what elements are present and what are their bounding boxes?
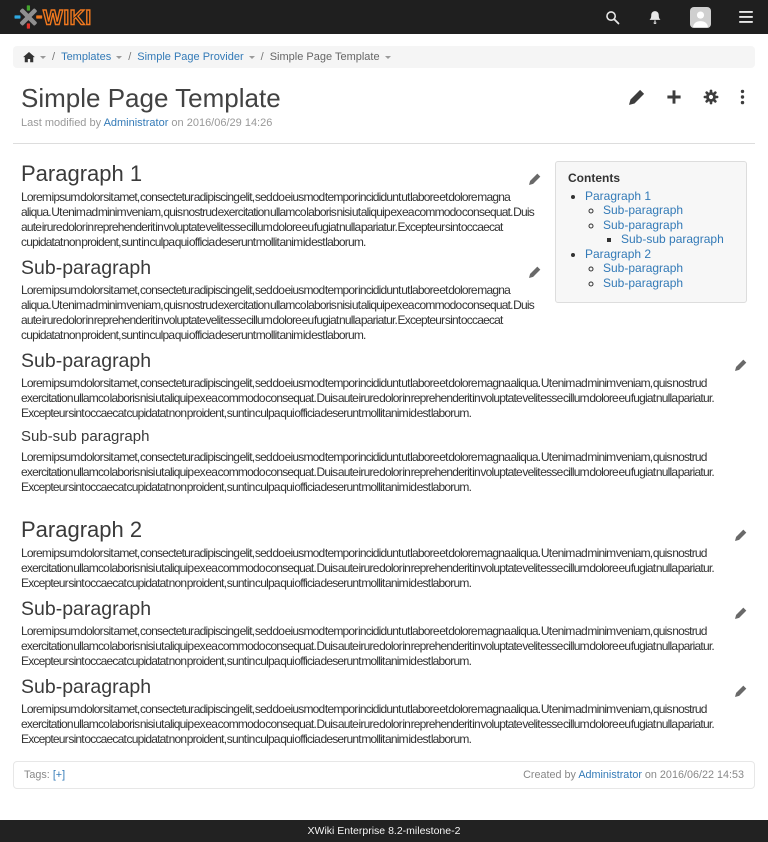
created-author-link[interactable]: Administrator bbox=[578, 769, 642, 781]
modified-prefix: Last modified by bbox=[21, 117, 102, 129]
breadcrumb-separator: / bbox=[52, 51, 56, 63]
top-navbar bbox=[0, 0, 768, 34]
section-heading bbox=[21, 598, 747, 621]
section-heading-text: Sub-paragraph bbox=[21, 350, 152, 372]
created-suffix: on 2016/06/22 14:53 bbox=[644, 769, 744, 781]
breadcrumb-link[interactable]: Templates bbox=[61, 51, 112, 63]
section-body: Lorem ipsum dolor sit amet, consectetur adipiscing elit, sed do eiusmod tempor incididunt ut labore et dolore magna aliqua. Ut enim ad minim veniam, quis nostrud exercitation ullamco laboris nisi ut aliquip ex ea commodo consequat. Duis aute irure dolor in reprehenderit in voluptate velit esse cillum dolore eu fugiat nulla pariatur. Excepteur sint occaecat cupidatat non proident, sunt in culpa qui officia deserunt mollit anim id est laborum. bbox=[21, 624, 714, 668]
bell-icon[interactable] bbox=[648, 10, 662, 25]
hamburger-icon[interactable] bbox=[739, 11, 753, 23]
edit-pencil-icon[interactable] bbox=[629, 89, 645, 105]
created-prefix: Created by bbox=[523, 769, 576, 781]
toc-link-sub-paragraph[interactable]: Sub-paragraph bbox=[603, 275, 684, 290]
page-actions bbox=[629, 83, 747, 105]
toc-item bbox=[585, 247, 734, 291]
section-body: Lorem ipsum dolor sit amet, consectetur adipiscing elit, sed do eiusmod tempor incididunt ut labore et dolore magna aliqua. Ut enim ad minim veniam, quis nostrud exercitation ullamco laboris nisi ut aliquip ex ea commodo consequat. Duis aute irure dolor in reprehenderit in voluptate velit esse cillum dolore eu fugiat nulla pariatur. Excepteur sint occaecat cupidatat non proident, sunt in culpa qui officia deserunt mollit anim id est laborum. bbox=[21, 190, 534, 249]
section-edit-pencil-icon[interactable] bbox=[735, 680, 747, 703]
toc-item bbox=[585, 189, 734, 247]
create-plus-icon[interactable] bbox=[666, 89, 682, 105]
section-heading bbox=[21, 517, 747, 543]
breadcrumb-home[interactable] bbox=[23, 52, 46, 63]
breadcrumb-separator: / bbox=[260, 51, 264, 63]
breadcrumb-item-current bbox=[270, 51, 391, 63]
content-section bbox=[21, 517, 747, 591]
page-title: Simple Page Template bbox=[21, 83, 281, 113]
content-section bbox=[21, 676, 747, 747]
toc-link-sub-sub-paragraph[interactable]: Sub-sub paragraph bbox=[621, 232, 724, 246]
version-footer bbox=[0, 820, 768, 842]
section-edit-pencil-icon[interactable] bbox=[529, 165, 541, 191]
section-heading-text: Sub-paragraph bbox=[21, 676, 152, 698]
section-body: Lorem ipsum dolor sit amet, consectetur adipiscing elit, sed do eiusmod tempor incididunt ut labore et dolore magna aliqua. Ut enim ad minim veniam, quis nostrud exercitation ullamco laboris nisi ut aliquip ex ea commodo consequat. Duis aute irure dolor in reprehenderit in voluptate velit esse cillum dolore eu fugiat nulla pariatur. Excepteur sint occaecat cupidatat non proident, sunt in culpa qui officia deserunt mollit anim id est laborum. bbox=[21, 376, 714, 420]
search-icon[interactable] bbox=[605, 10, 620, 25]
document-footer bbox=[13, 761, 755, 789]
section-edit-pencil-icon[interactable] bbox=[735, 354, 747, 377]
chevron-down-icon[interactable] bbox=[40, 56, 46, 62]
section-edit-pencil-icon[interactable] bbox=[529, 261, 541, 284]
chevron-down-icon[interactable] bbox=[116, 56, 122, 62]
section-heading bbox=[21, 350, 747, 373]
section-body: Lorem ipsum dolor sit amet, consectetur adipiscing elit, sed do eiusmod tempor incididunt ut labore et dolore magna aliqua. Ut enim ad minim veniam, quis nostrud exercitation ullamco laboris nisi ut aliquip ex ea commodo consequat. Duis aute irure dolor in reprehenderit in voluptate velit esse cillum dolore eu fugiat nulla pariatur. Excepteur sint occaecat cupidatat non proident, sunt in culpa qui officia deserunt mollit anim id est laborum. bbox=[21, 546, 714, 590]
created-line bbox=[523, 769, 744, 781]
breadcrumb-item-simple-page-provider bbox=[137, 51, 254, 63]
toc-item bbox=[603, 218, 734, 247]
last-modified-line bbox=[21, 117, 747, 130]
section-heading bbox=[21, 428, 747, 446]
toc-link-sub-paragraph[interactable]: Sub-paragraph bbox=[603, 203, 684, 217]
breadcrumb-current-label: Simple Page Template bbox=[269, 51, 380, 63]
toc-item bbox=[621, 232, 734, 247]
breadcrumb-link[interactable]: Simple Page Provider bbox=[137, 51, 244, 63]
settings-gear-icon[interactable] bbox=[703, 89, 719, 105]
content-section bbox=[21, 428, 747, 495]
tags-area bbox=[24, 769, 65, 781]
section-heading bbox=[21, 676, 747, 699]
xwiki-logo-graphic bbox=[13, 5, 99, 29]
tags-label: Tags: bbox=[24, 769, 50, 781]
section-edit-pencil-icon[interactable] bbox=[735, 521, 747, 547]
add-tag-button[interactable]: [+] bbox=[52, 769, 66, 781]
content-section bbox=[21, 350, 747, 421]
home-icon bbox=[23, 52, 35, 63]
svg-text:WIKI: WIKI bbox=[43, 6, 92, 29]
toc-item bbox=[603, 276, 734, 291]
section-body: Lorem ipsum dolor sit amet, consectetur adipiscing elit, sed do eiusmod tempor incididunt ut labore et dolore magna aliqua. Ut enim ad minim veniam, quis nostrud exercitation ullamco laboris nisi ut aliquip ex ea commodo consequat. Duis aute irure dolor in reprehenderit in voluptate velit esse cillum dolore eu fugiat nulla pariatur. Excepteur sint occaecat cupidatat non proident, sunt in culpa qui officia deserunt mollit anim id est laborum. bbox=[21, 283, 534, 342]
section-edit-pencil-icon[interactable] bbox=[735, 602, 747, 625]
section-body: Lorem ipsum dolor sit amet, consectetur adipiscing elit, sed do eiusmod tempor incididunt ut labore et dolore magna aliqua. Ut enim ad minim veniam, quis nostrud exercitation ullamco laboris nisi ut aliquip ex ea commodo consequat. Duis aute irure dolor in reprehenderit in voluptate velit esse cillum dolore eu fugiat nulla pariatur. Excepteur sint occaecat cupidatat non proident, sunt in culpa qui officia deserunt mollit anim id est laborum. bbox=[21, 702, 714, 746]
breadcrumb-item-templates bbox=[61, 51, 122, 63]
toc-link-sub-paragraph[interactable]: Sub-paragraph bbox=[603, 261, 684, 275]
avatar[interactable] bbox=[690, 7, 711, 28]
modified-suffix: on 2016/06/29 14:26 bbox=[171, 117, 273, 129]
page-header bbox=[21, 83, 747, 113]
section-heading-text: Sub-paragraph bbox=[21, 257, 152, 279]
navbar-right bbox=[605, 7, 753, 28]
section-heading-text: Sub-paragraph bbox=[21, 598, 152, 620]
section-body: Lorem ipsum dolor sit amet, consectetur adipiscing elit, sed do eiusmod tempor incididunt ut labore et dolore magna aliqua. Ut enim ad minim veniam, quis nostrud exercitation ullamco laboris nisi ut aliquip ex ea commodo consequat. Duis aute irure dolor in reprehenderit in voluptate velit esse cillum dolore eu fugiat nulla pariatur. Excepteur sint occaecat cupidatat non proident, sunt in culpa qui officia deserunt mollit anim id est laborum. bbox=[21, 450, 714, 494]
toc-item bbox=[603, 261, 734, 276]
toc-link-paragraph-1[interactable]: Paragraph 1 bbox=[585, 188, 652, 203]
contents-panel bbox=[555, 161, 747, 303]
more-options-icon[interactable] bbox=[740, 89, 745, 105]
chevron-down-icon[interactable] bbox=[385, 56, 391, 62]
section-heading-text: Paragraph 1 bbox=[21, 161, 143, 186]
contents-title: Contents bbox=[568, 171, 620, 185]
header-divider bbox=[13, 143, 755, 144]
xwiki-logo[interactable] bbox=[13, 0, 99, 34]
section-heading-text: Paragraph 2 bbox=[21, 517, 143, 542]
toc-link-sub-paragraph[interactable]: Sub-paragraph bbox=[603, 217, 684, 232]
breadcrumb-separator: / bbox=[128, 51, 132, 63]
breadcrumb bbox=[13, 46, 755, 68]
document-content bbox=[21, 161, 747, 747]
content-section bbox=[21, 598, 747, 669]
version-text: XWiki Enterprise 8.2-milestone-2 bbox=[307, 825, 461, 837]
toc-item bbox=[603, 203, 734, 218]
chevron-down-icon[interactable] bbox=[249, 56, 255, 62]
toc-link-paragraph-2[interactable]: Paragraph 2 bbox=[585, 246, 652, 261]
section-heading-text: Sub-sub paragraph bbox=[21, 428, 150, 445]
modified-author-link[interactable]: Administrator bbox=[103, 117, 169, 129]
